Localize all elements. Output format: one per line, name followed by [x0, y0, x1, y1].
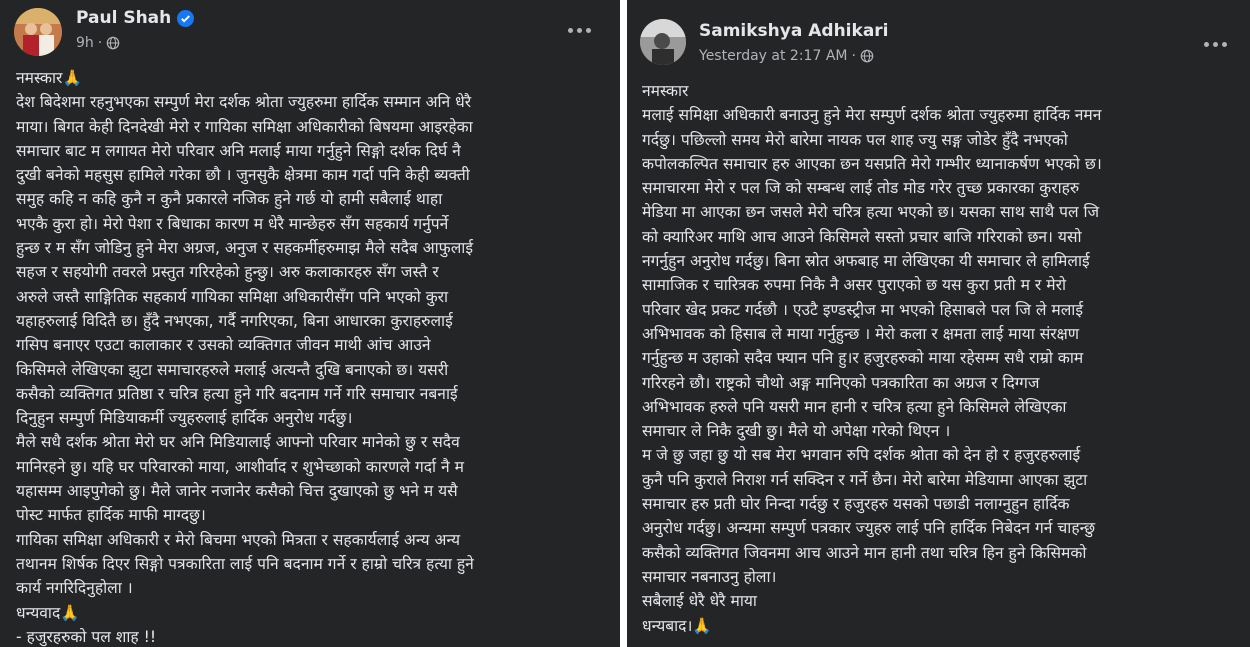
post-text-line: समाचारमा मेरो र पल जि को सम्बन्ध लाई तोड मोड गरेर तुच्छ प्रकारका कुराहरु	[642, 179, 1080, 198]
post-text-line: भएकै कुरा हो। मेरो पेशा र बिधाका कारण म धेरै मान्छेहरु सँग सहकार्य गर्नुपर्ने	[16, 214, 449, 233]
post-text-line: देश बिदेशमा रहनुभएका सम्पुर्ण मेरा दर्शक श्रोता ज्युहरुमा हार्दिक सम्मान अनि धेरै	[16, 93, 472, 112]
author-name-link[interactable]	[699, 21, 889, 41]
post-text-line: गर्नुहुन्छ म उहाको सदैव फ्यान पनि हु।र हजुरहरुको माया रहेसम्म सधै राम्रो काम	[642, 349, 1084, 368]
post-text-line: यहाहरुलाई विदितै छ। हुँदै नभएका, गर्दै नगरिएका, बिना आधारका कुराहरुलाई	[16, 311, 453, 330]
verified-badge-icon	[177, 10, 194, 27]
post-text-line: मैले सधै दर्शक श्रोता मेरो घर अनि मिडियालाई आफ्नो परिवार मानेको छु र सदैव	[16, 433, 460, 452]
post-text-line: कसैको व्यक्तिगत जिवनमा आच आउने मान हानी तथा चरित्र हिन हुने किसिमको	[642, 543, 1087, 562]
post-body	[16, 66, 614, 647]
post-text-line: गसिप बनाएर एउटा कालाकार र उसको व्यक्तिगत जीवन माथी आंच आउने	[16, 336, 431, 355]
more-options-button[interactable]	[1198, 36, 1233, 53]
post-text-line: सहज र सहयोगी तवरले प्रस्तुत गरिरहेको हुन्छु। अरु कलाकारहरु सँग जस्तै र	[16, 263, 439, 282]
post-text-line: हुन्छ र म सँग जोडिनु हुने मेरा अग्रज, अनुज र सहकर्मीहरुमाझ मैले सदैब आफुलाई	[16, 239, 473, 258]
post-text-line: समाचार नबनाउनु होला।	[642, 567, 777, 586]
post-timestamp[interactable]: Yesterday at 2:17 AM	[699, 48, 848, 64]
post-text-line: समाचार बाट म लगायत मेरो परिवार अनि मलाई माया गर्नुहुने सिङ्गो दर्शक दिर्घ नै	[16, 141, 461, 160]
post-text-line: कसैको व्यक्तिगत प्रतिष्ठा र चरित्र हत्या हुने गरि बदनाम गर्ने गरि समाचार नबनाई	[16, 384, 458, 403]
post-text-line: गायिका समिक्षा अधिकारी र मेरो बिचमा भएको मित्रता र सहकार्यलाई अन्य अन्य	[16, 530, 461, 549]
post-text-line: मलाई समिक्षा अधिकारी बनाउनु हुने मेरा सम्पुर्ण दर्शक श्रोता ज्युहरुमा हार्दिक नमन	[642, 106, 1102, 125]
post-text-line: नगर्नुहुन अनुरोध गर्दछु। बिना स्रोत अफबाह मा लेखिएका यी समाचार ले हामिलाई	[642, 252, 1090, 271]
post-text-line: म जे छु जहा छु यो सब मेरा भगवान रुपि दर्शक श्रोता को देन हो र हजुरहरुलाई	[642, 446, 1081, 465]
post-text-line: तथानम शिर्षक दिएर सिङ्गो पत्रकारिता लाई पनि बदनाम गर्ने र हाम्रो चरित्र हत्या हुने	[16, 554, 474, 573]
separator-dot: ·	[97, 35, 103, 51]
post-text-line: नमस्कार	[642, 82, 689, 100]
post-text-line: माया। बिगत केही दिनदेखी मेरो र गायिका समिक्षा अधिकारीको बिषयमा आइरहेका	[16, 117, 473, 136]
post-text-line: गर्दछु। पछिल्लो समय मेरो बारेमा नायक पल शाह ज्यु सङ्ग जोडेर हुँदै नभएको	[642, 130, 1068, 149]
author-name[interactable]: Samikshya Adhikari	[699, 21, 889, 41]
post-text-line: अरुले जस्तै साङ्गितिक सहकार्य गायिका समिक्षा अधिकारीसँग पनि भएको कुरा	[16, 287, 449, 306]
post-text-line: दिनुहुन सम्पुर्ण मिडियाकर्मी ज्युहरुलाई हार्दिक अनुरोध गर्दछु।	[16, 409, 353, 428]
post-text-line: नमस्कार🙏	[16, 69, 82, 87]
post-text-line: अभिभावक हरुले पनि यसरी मान हानी र चरित्र हत्या हुने किसिमले लेखिएका	[642, 397, 1067, 416]
post-samikshya-adhikari	[627, 0, 1250, 647]
post-header	[627, 0, 1250, 64]
post-text-line: अनुरोध गर्दछु। अन्यमा सम्पुर्ण पत्रकार ज्युहरु लाई पनि हार्दिक निबेदन गर्न चाहन्छु	[642, 519, 1096, 538]
avatar[interactable]	[640, 19, 686, 65]
post-text-line: पोस्ट मार्फत हार्दिक माफी माग्दछु।	[16, 506, 206, 525]
post-text-line: कपोलकल्पित समाचार हरु आएका छन यसप्रति मेरो गम्भीर ध्यानाकर्षण भएको छ।	[642, 154, 1102, 173]
post-text-line: समाचार ले निकै दुखी छु। मैले यो अपेक्षा गरेको थिएन ।	[642, 422, 951, 441]
post-text-line: सामाजिक र चारित्रक रुपमा निकै नै असर पुराएको छ यस कुरा प्रती म र मेरो	[642, 276, 1067, 295]
post-meta	[76, 35, 120, 51]
post-header	[0, 0, 620, 64]
post-text-line: दुखी बनेको महसुस हामिले गरेका छौ । जुनसुकै क्षेत्रमा काम गर्दा पनि केही ब्यक्ती	[16, 166, 470, 185]
author-name[interactable]: Paul Shah	[76, 8, 172, 28]
post-text-line: समुह कहि न कहि कुनै न कुनै प्रकारले नजिक हुने गर्छ यो हामी सबैलाई थाहा	[16, 190, 443, 209]
author-name-link[interactable]	[76, 8, 194, 28]
separator-dot: ·	[851, 48, 856, 64]
post-text-line: धन्यबाद।🙏	[642, 616, 712, 635]
post-text-line: अभिभावक को हिसाब ले माया गर्नुहुन्छ । मेरो कला र क्षमता लाई माया संरक्षण	[642, 324, 1080, 343]
post-text-line: सबैलाई धेरै धेरै माया	[642, 592, 757, 611]
avatar[interactable]	[14, 8, 62, 56]
globe-icon[interactable]	[106, 36, 120, 50]
post-text-line: धन्यवाद🙏	[16, 603, 80, 622]
post-paul-shah	[0, 0, 620, 647]
post-text-line: कुनै पनि कुराले निराश गर्न सक्दिन र गर्ने छैन। मेरो बारेमा मेडियामा आएका झुटा	[642, 470, 1088, 489]
post-text-line: मेडिया मा आएका छन जसले मेरो चरित्र हत्या भएको छ। यसका साथ साथै पल जि	[642, 203, 1100, 222]
post-text-line: समाचार हरु प्रती घोर निन्दा गर्दछु र हजुरहरु यसको पछाडी नलाग्नुहुन हार्दिक	[642, 495, 1070, 514]
post-text-line: किसिमले लेखिएका झुटा समाचारहरुले मलाई अत्यन्तै दुखि बनाएको छ। यसरी	[16, 360, 449, 379]
post-text-line: गरिरहने छौ। राष्ट्रको चौथो अङ्ग मानिएको पत्रकारिता का अग्रज र दिग्गज	[642, 373, 1040, 392]
post-meta	[699, 48, 874, 64]
globe-icon[interactable]	[860, 49, 874, 63]
post-text-line: मानिरहने छु। यहि घर परिवारको माया, आशीर्वाद र शुभेच्छाको कारणले गर्दा नै म	[16, 457, 464, 476]
post-text-line: यहासम्म आइपुगेको छु। मैले जानेर नजानेर कसैको चित्त दुखाएको छु भने म यसै	[16, 482, 458, 501]
post-body	[642, 79, 1242, 638]
divider	[620, 0, 627, 647]
post-text-line: को क्यारिअर माथि आच आउने किसिमले सस्तो प्रचार बाजि गरिराको छन। यसो	[642, 227, 1082, 246]
post-text-line: परिवार खेद प्रकट गर्दछौ । एउटै इण्डस्ट्रीज मा भएको हिसाबले पल जि ले मलाई	[642, 300, 1083, 319]
post-timestamp[interactable]: 9h	[76, 35, 94, 51]
post-text-line: कार्य नगरिदिनुहोला ।	[16, 579, 133, 598]
post-text-line: - हजुरहरुको पल शाह !!	[16, 627, 157, 646]
more-options-button[interactable]	[562, 22, 597, 39]
